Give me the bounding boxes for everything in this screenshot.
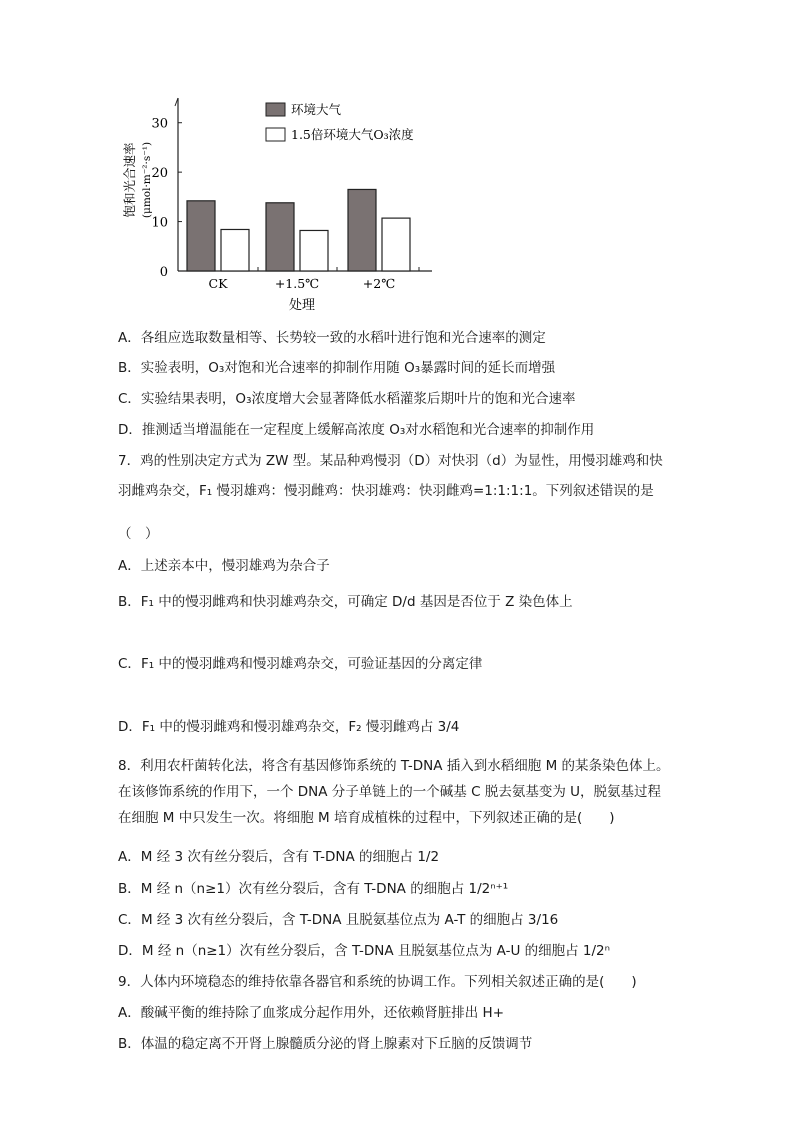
option-text: F₁ 中的慢羽雌鸡和快羽雄鸡杂交，可确定 D/d 基因是否位于 Z 染色体上: [140, 594, 573, 610]
x-tick-label: +2℃: [362, 276, 396, 291]
option-text: M 经 3 次有丝分裂后，含有 T-DNA 的细胞占 1/2: [140, 849, 440, 865]
option-text: F₁ 中的慢羽雌鸡和慢羽雄鸡杂交，F₂ 慢羽雌鸡占 3/4: [141, 719, 460, 735]
option-prefix: C．: [118, 912, 141, 928]
y-axis-label: [122, 142, 153, 218]
legend-label-high-o3: 1.5倍环境大气O₃浓度: [291, 127, 414, 142]
bar-high-o3-0: [221, 229, 249, 271]
legend-label-ambient: 环境大气: [291, 102, 342, 117]
option-prefix: C．: [118, 391, 141, 407]
bar-high-o3-2: [382, 218, 410, 271]
q8-option-b: [118, 880, 508, 898]
q6-option-c: [118, 390, 575, 408]
q8-option-c: [118, 911, 558, 929]
q8-stem-line1: 8．利用农杆菌转化法，将含有基因修饰系统的 T-DNA 插入到水稻细胞 M 的某条染色体上。: [118, 758, 670, 774]
option-prefix: D．: [118, 943, 142, 959]
y-tick-label: 10: [151, 215, 168, 231]
x-tick-label: CK: [208, 276, 228, 291]
option-text: 上述亲本中，慢羽雄鸡为杂合子: [140, 558, 330, 574]
option-prefix: B．: [118, 881, 141, 897]
x-tick-label: +1.5℃: [274, 276, 320, 291]
legend-swatch-high-o3: [266, 128, 285, 141]
q8-stem-line2: 在该修饰系统的作用下，一个 DNA 分子单链上的一个碱基 C 脱去氨基变为 U，脱氨基过程: [118, 784, 661, 800]
q7-answer-bracket: （ ）: [118, 526, 159, 542]
option-text: 各组应选取数量相等、长势较一致的水稻叶进行饱和光合速率的测定: [140, 330, 546, 346]
y-tick-label: 0: [159, 265, 168, 280]
option-prefix: C．: [118, 656, 141, 672]
q8-option-d: [118, 942, 610, 960]
option-prefix: A．: [118, 330, 141, 346]
q7-stem-line2: 羽雌鸡杂交，F₁ 慢羽雄鸡：慢羽雌鸡：快羽雄鸡：快羽雌鸡=1:1:1:1。下列叙述错误的是: [118, 483, 654, 499]
option-prefix: B．: [118, 360, 141, 376]
q9-option-b: [118, 1035, 532, 1053]
option-prefix: B．: [118, 594, 141, 610]
q8-stem-line3: 在细胞 M 中只发生一次。将细胞 M 培育成植株的过程中，下列叙述正确的是( ): [118, 810, 615, 826]
q6-option-d: [118, 421, 594, 439]
y-axis-label-line1: 饱和光合速率: [122, 142, 137, 218]
option-text: 酸碱平衡的维持除了血浆成分起作用外，还依赖肾脏排出 H+: [140, 1005, 505, 1021]
q7-option-c: [118, 655, 482, 673]
saturated-photosynthesis-bar-chart: [110, 90, 450, 322]
option-text: 实验表明，O₃对饱和光合速率的抑制作用随 O₃暴露时间的延长而增强: [140, 360, 556, 376]
q9-option-a: [118, 1004, 504, 1022]
option-text: M 经 n（n≥1）次有丝分裂后，含 T-DNA 且脱氨基位点为 A-U 的细胞占 1/2ⁿ: [141, 943, 611, 959]
option-prefix: D．: [118, 719, 142, 735]
q8-option-a: [118, 848, 439, 866]
q7-stem-line1: 7．鸡的性别决定方式为 ZW 型。某品种鸡慢羽（D）对快羽（d）为显性，用慢羽雄鸡和快: [118, 453, 663, 469]
option-prefix: B．: [118, 1036, 141, 1052]
option-text: 体温的稳定离不开肾上腺髓质分泌的肾上腺素对下丘脑的反馈调节: [140, 1036, 533, 1052]
y-tick-label: 30: [151, 116, 168, 132]
y-tick-label: 20: [151, 166, 168, 182]
option-prefix: D．: [118, 422, 142, 438]
y-axis-label-line2: (μmol·m⁻²·s⁻¹): [141, 141, 153, 219]
option-text: 推测适当增温能在一定程度上缓解高浓度 O₃对水稻饱和光合速率的抑制作用: [141, 422, 595, 438]
q6-option-b: [118, 359, 555, 377]
option-prefix: A．: [118, 558, 141, 574]
option-prefix: A．: [118, 1005, 141, 1021]
bar-high-o3-1: [300, 230, 328, 271]
bar-ambient-2: [348, 189, 376, 271]
option-text: M 经 n（n≥1）次有丝分裂后，含有 T-DNA 的细胞占 1/2ⁿ⁺¹: [140, 881, 509, 897]
q9-stem: 9．人体内环境稳态的维持依靠各器官和系统的协调工作。下列相关叙述正确的是( ): [118, 974, 637, 990]
q6-option-a: [118, 329, 546, 347]
bar-ambient-0: [187, 201, 215, 271]
bar-ambient-1: [266, 203, 294, 271]
q7-option-d: [118, 718, 459, 736]
q7-option-a: [118, 557, 330, 575]
legend-swatch-ambient: [266, 103, 285, 116]
legend: [266, 102, 414, 142]
option-text: M 经 3 次有丝分裂后，含 T-DNA 且脱氨基位点为 A-T 的细胞占 3/16: [140, 912, 559, 928]
x-axis-label: 处理: [288, 298, 316, 313]
option-text: F₁ 中的慢羽雌鸡和慢羽雄鸡杂交，可验证基因的分离定律: [140, 656, 483, 672]
q7-option-b: [118, 593, 573, 611]
option-text: 实验结果表明，O₃浓度增大会显著降低水稻灌浆后期叶片的饱和光合速率: [140, 391, 576, 407]
option-prefix: A．: [118, 849, 141, 865]
